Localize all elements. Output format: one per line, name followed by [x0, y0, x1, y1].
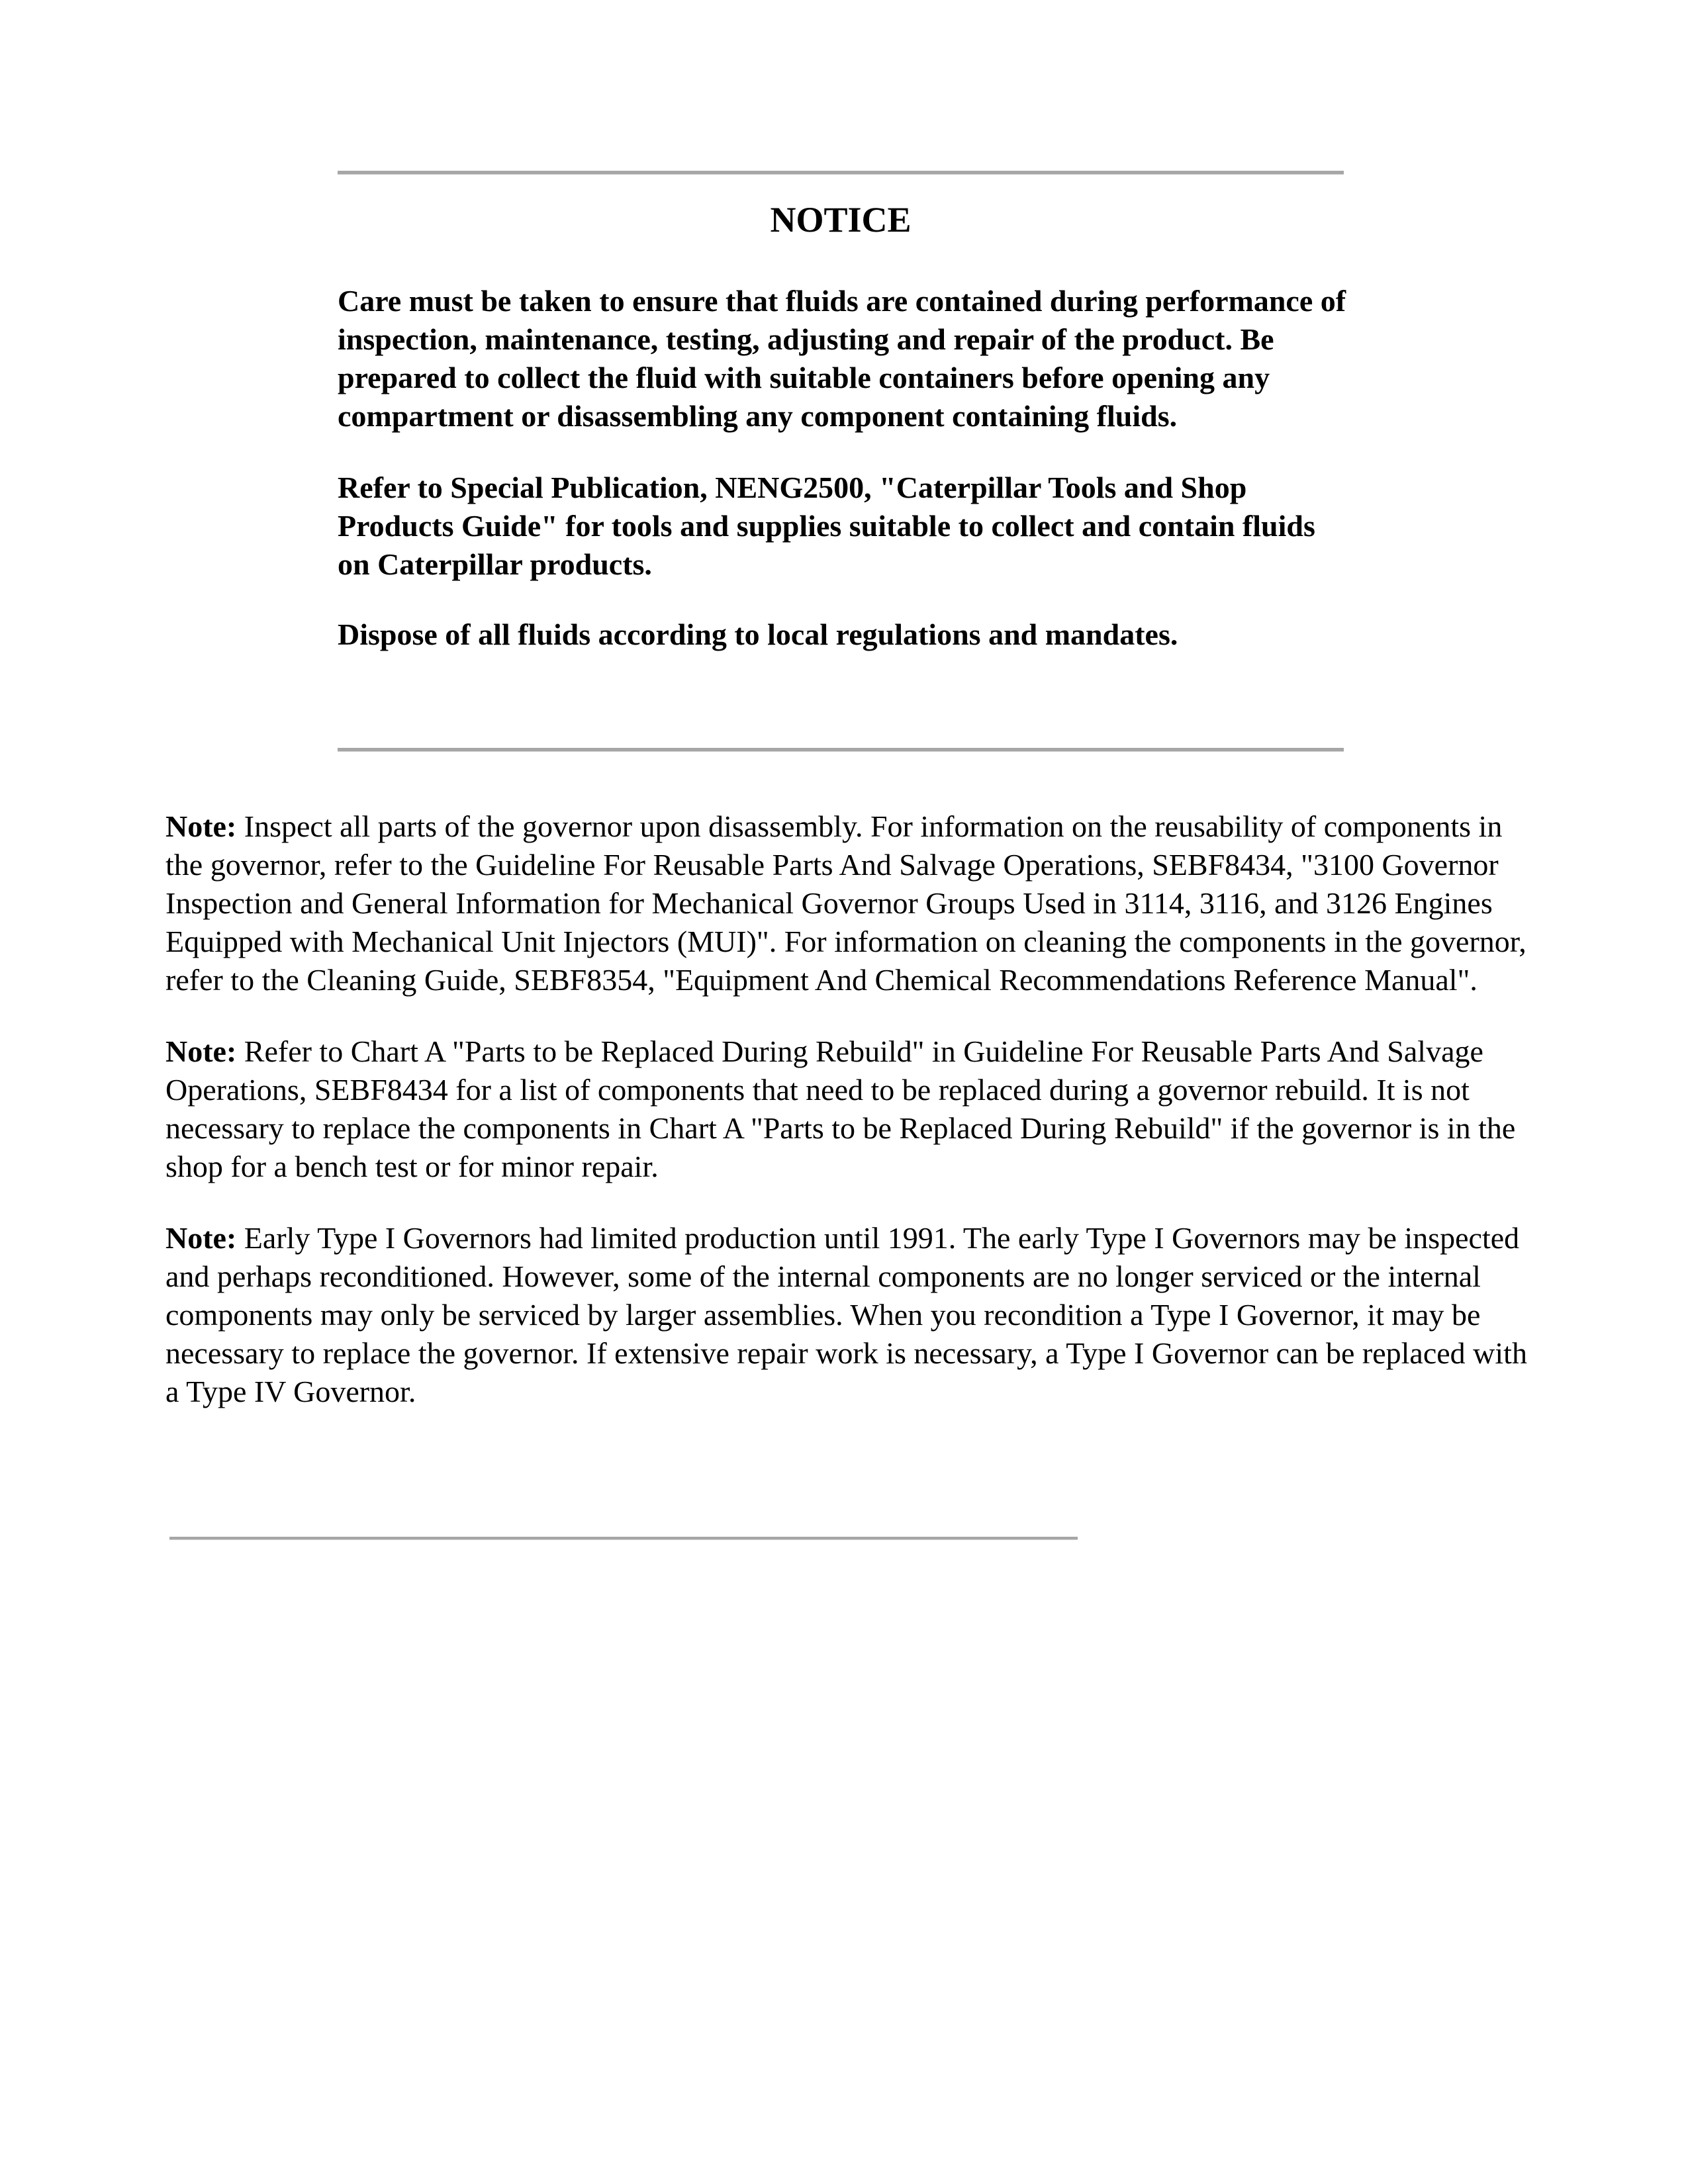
notice-title: NOTICE	[770, 200, 912, 240]
note-text: Refer to Chart A "Parts to be Replaced During Rebuild" in Guideline For Reusable Parts And Salvage Operations, SEBF8434 for a list of components that need to be replaced during a governor rebuild. It is not necessary to replace the components in Chart A "Parts to be Replaced During Rebuild" if the governor is in the shop for a bench test or for minor repair.	[165, 1034, 1516, 1183]
note-text: Inspect all parts of the governor upon disassembly. For information on the reusability of components in the governor, refer to the Guideline For Reusable Parts And Salvage Operations, SEBF8434, "3100 Governor Inspection and General Information for Mechanical Governor Groups Used in 3114, 3116, and 3126 Engines Equipped with Mechanical Unit Injectors (MUI)". For information on cleaning the components in the governor, refer to the Cleaning Guide, SEBF8354, "Equipment And Chemical Recommendations Reference Manual".	[165, 809, 1526, 997]
note-text: Early Type I Governors had limited production until 1991. The early Type I Governors may be inspected and perhaps reconditioned. However, some of the internal components are no longer serviced or the internal components may only be serviced by larger assemblies. When you recondition a Type I Governor, it may be necessary to replace the governor. If extensive repair work is necessary, a Type I Governor can be replaced with a Type IV Governor.	[165, 1221, 1527, 1408]
note-label: Note:	[165, 809, 237, 843]
notes-section	[165, 807, 1529, 1444]
end-divider	[169, 1537, 1078, 1540]
note-label: Note:	[165, 1221, 237, 1255]
notice-paragraph-disposal: Dispose of all fluids according to local regulations and mandates.	[338, 617, 1178, 651]
note-inspect-parts	[165, 807, 1529, 999]
note-label: Note:	[165, 1034, 237, 1068]
notice-top-divider	[338, 171, 1344, 175]
notice-bottom-divider	[338, 748, 1344, 752]
notice-paragraph-tools-guide: Refer to Special Publication, NENG2500, "Caterpillar Tools and Shop Products Guide" for tools and supplies suitable to collect and contain fluids on Caterpillar products.	[338, 471, 1315, 581]
note-chart-a	[165, 1032, 1529, 1186]
note-type-i-governors	[165, 1219, 1529, 1411]
notice-paragraph-fluid-containment: Care must be taken to ensure that fluids are contained during performance of inspection, maintenance, testing, adjusting and repair of the product. Be prepared to collect the fluid with suitable containers before opening any compartment or disassembling any component containing fluids.	[338, 284, 1346, 433]
notice-box	[338, 192, 1344, 654]
